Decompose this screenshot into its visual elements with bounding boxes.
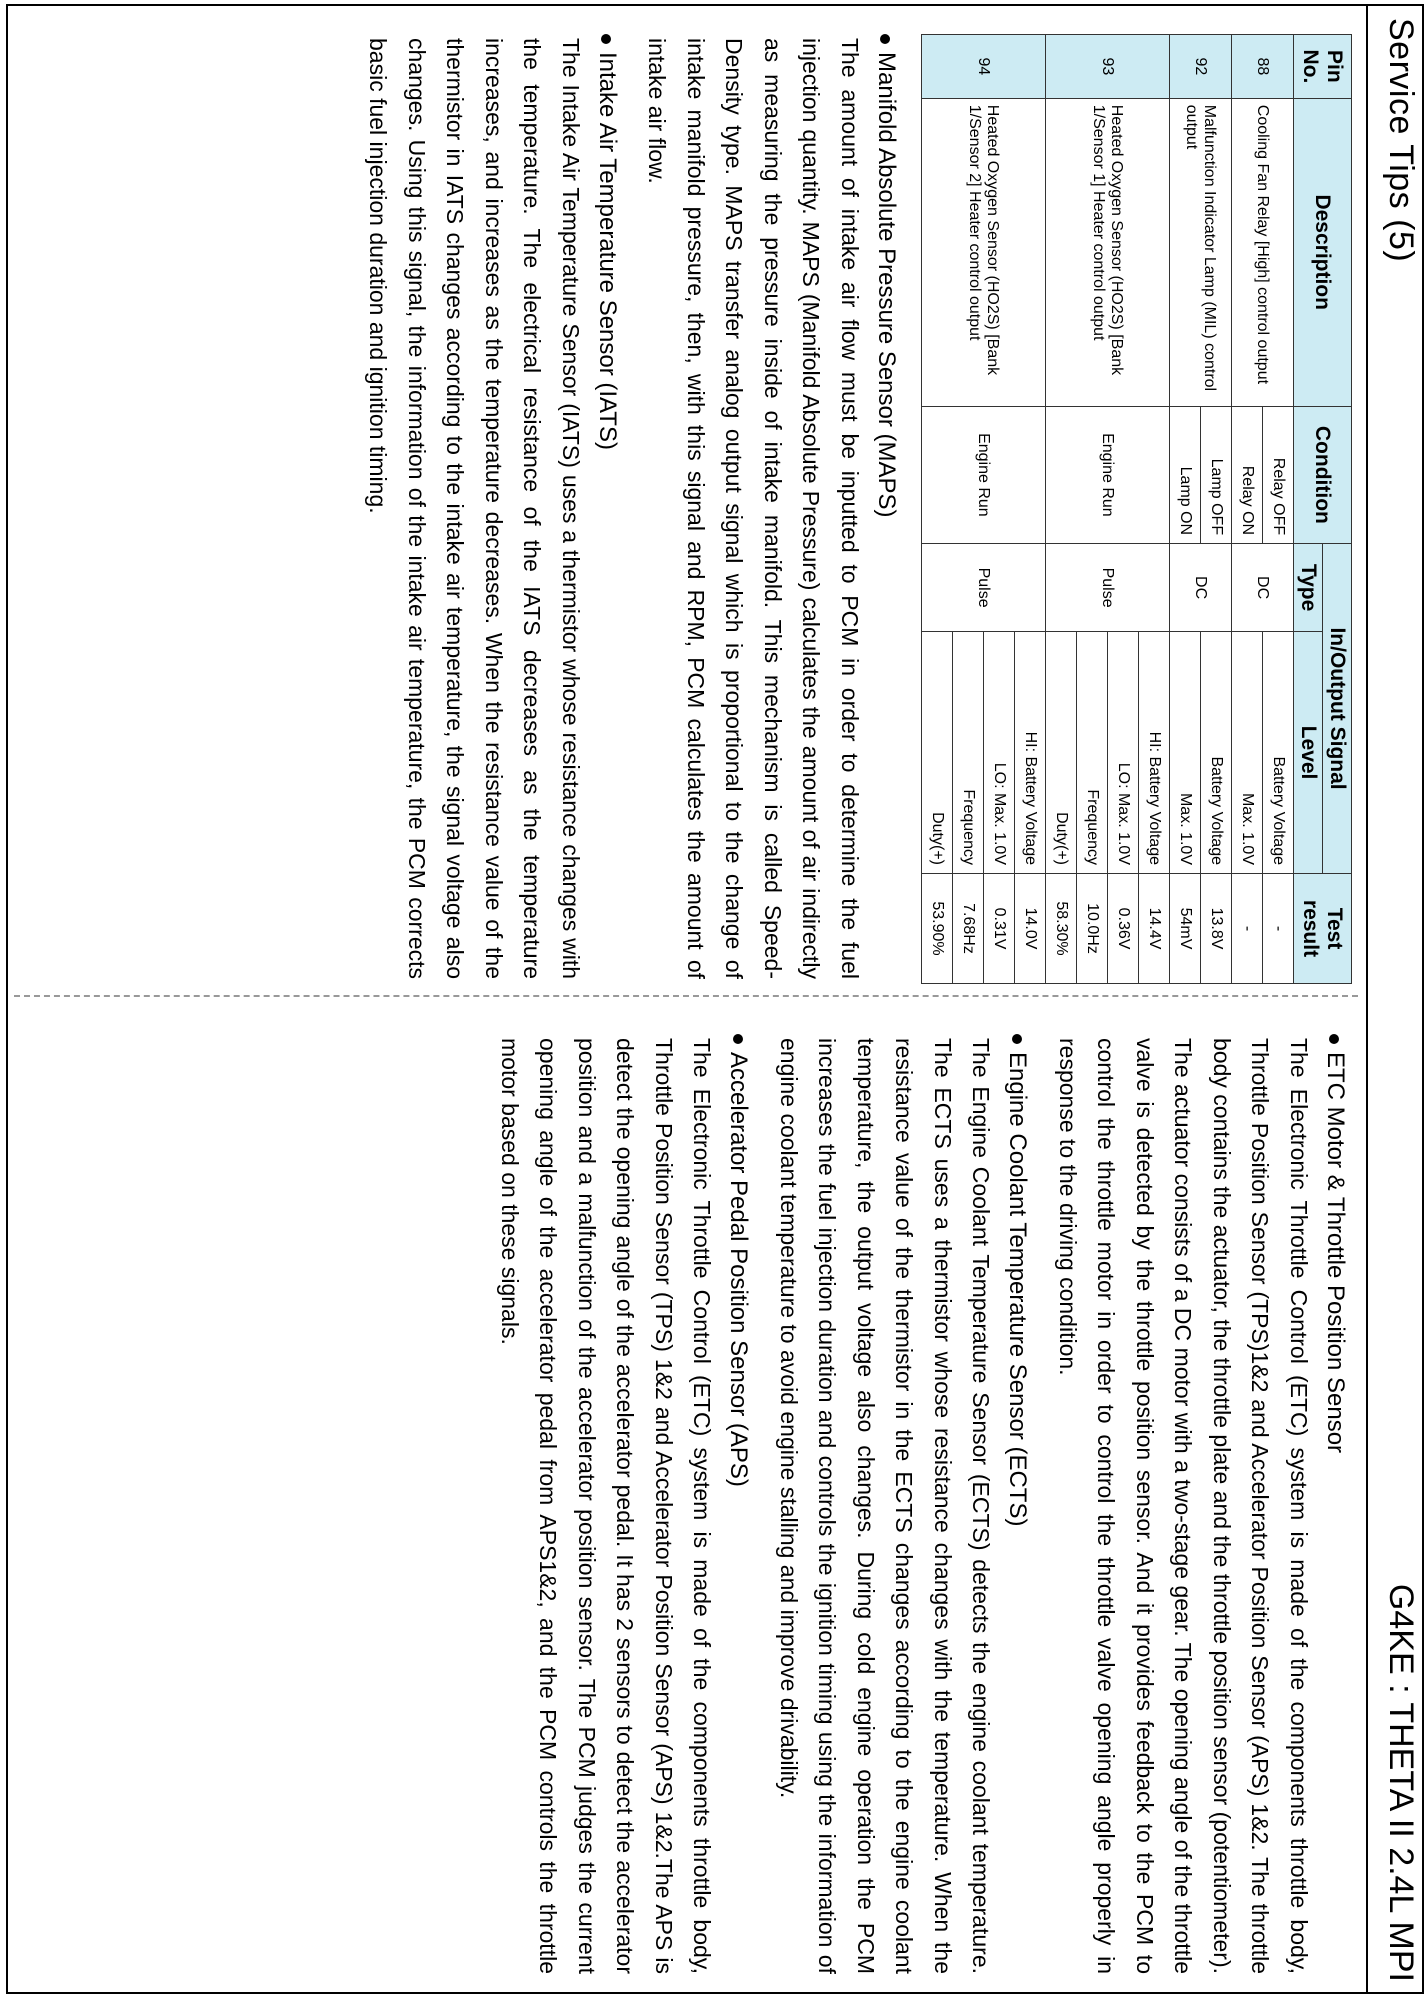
header-divider — [1366, 4, 1368, 1994]
condition-cell: Relay OFF — [1263, 406, 1294, 543]
pin-number: 94 — [922, 35, 1046, 99]
test-result: 10.0Hz — [1077, 874, 1108, 984]
test-result: 58.30% — [1046, 874, 1077, 984]
aps-paragraph: The Electronic Throttle Control (ETC) system is made of the components throttle body, Throttle Position Sensor (TPS) 1&2 and Accelerator Position Sensor (APS) 1&2.The APS is detect the opening angle of the accelerator pedal. It has 2 sensors to detect the accelerator position and a malfunction of the accelerator position sensor. The PCM judges the current opening angle of the accelerator pedal from APS1&2, and the PCM controls the throttle motor based on these signals. — [497, 1038, 716, 1974]
column-divider — [14, 995, 1358, 997]
pin-description: Malfunction Indicator Lamp (MIL) control output — [1170, 98, 1232, 406]
test-result: 7.68Hz — [953, 874, 984, 984]
test-result: 53.90% — [922, 874, 953, 984]
iats-title: Intake Air Temperature Sensor (IATS) — [594, 52, 621, 450]
test-result: - — [1263, 874, 1294, 984]
table-row — [1015, 35, 1046, 984]
signal-type: DC — [1170, 544, 1232, 632]
ects-heading — [1001, 1034, 1035, 1974]
test-result: - — [1232, 874, 1263, 984]
signal-level: Duty(+) — [922, 632, 953, 874]
condition-cell: Relay ON — [1232, 406, 1263, 543]
maps-section — [638, 34, 903, 979]
iats-section — [359, 34, 624, 979]
signal-type: Pulse — [1046, 544, 1170, 632]
etc-section — [1049, 1034, 1353, 1974]
condition-cell: Engine Run — [922, 406, 1046, 543]
pin-number: 92 — [1170, 35, 1232, 99]
signal-level: HI: Battery Voltage — [1139, 632, 1170, 874]
test-result: 14.4V — [1139, 874, 1170, 984]
engine-model-label: G4KE : THETA II 2.4L MPI — [1382, 1583, 1420, 1982]
signal-level: Max. 1.0V — [1232, 632, 1263, 874]
test-result: 0.36V — [1108, 874, 1139, 984]
signal-level: Battery Voltage — [1201, 632, 1232, 874]
aps-section — [491, 1034, 756, 1974]
bullet-icon — [733, 1034, 743, 1044]
signal-level: Battery Voltage — [1263, 632, 1294, 874]
signal-level: LO: Max. 1.0V — [984, 632, 1015, 874]
right-column — [477, 1034, 1353, 1974]
pin-description: Heated Oxygen Sensor (HO2S) [Bank 1/Sensor 2] Heater control output — [922, 98, 1046, 406]
test-result: 13.8V — [1201, 874, 1232, 984]
etc-heading — [1318, 1034, 1352, 1974]
col-header-test-result: Test result — [1294, 874, 1352, 984]
col-header-condition: Condition — [1294, 406, 1352, 543]
table-row — [1201, 35, 1232, 984]
ects-title: Engine Coolant Temperature Sensor (ECTS) — [1004, 1052, 1032, 1527]
pin-signal-table — [921, 34, 1352, 984]
condition-cell: Engine Run — [1046, 406, 1170, 543]
pin-number: 93 — [1046, 35, 1170, 99]
aps-title: Accelerator Pedal Position Sensor (APS) — [725, 1052, 753, 1487]
bullet-icon — [1329, 1034, 1339, 1044]
iats-paragraph: The Intake Air Temperature Sensor (IATS) uses a thermistor whose resistance changes with the temperature. The electrical resistance of the IATS decreases as the temperature increases, and increases as the temperature decreases. When the resistance value of the thermistor in IATS changes according to the intake air temperature, the signal voltage also changes. Using this signal, the information of the intake air temperature, the PCM corrects basic fuel injection duration and ignition timing. — [365, 38, 584, 979]
ects-paragraph: The Engine Coolant Temperature Sensor (ECTS) detects the engine coolant temperature. The ECTS uses a thermistor whose resistance changes with the temperature. When the resistance value of the thermistor in the ECTS changes according to the engine coolant temperature, the output voltage also changes. During cold engine operation the PCM increases the fuel injection duration and controls the ignition timing using the information of engine coolant temperature to avoid engine stalling and improve drivability. — [776, 1038, 995, 1974]
pin-description: Cooling Fan Relay [High] control output — [1232, 98, 1294, 406]
maps-title: Manifold Absolute Pressure Sensor (MAPS) — [873, 52, 900, 518]
col-header-level: Level — [1294, 632, 1323, 874]
table-header-row — [1323, 35, 1352, 984]
iats-heading — [590, 34, 624, 979]
aps-heading — [722, 1034, 756, 1974]
signal-level: HI: Battery Voltage — [1015, 632, 1046, 874]
col-header-io-signal: In/Output Signal — [1323, 544, 1352, 874]
signal-level: Max. 1.0V — [1170, 632, 1201, 874]
maps-paragraph: The amount of intake air flow must be inputted to PCM in order to determine the fuel injection quantity. MAPS (Manifold Absolute Pressure) calculates the amount of air indirectly as measuring the pressure inside of intake manifold. This mechanism is called Speed-Density type. MAPS transfer analog output signal which is proportional to the change of intake manifold pressure, then, with this signal and RPM, PCM calculates the amount of intake air flow. — [644, 38, 863, 979]
signal-type: DC — [1232, 544, 1294, 632]
signal-level: Duty(+) — [1046, 632, 1077, 874]
test-result: 0.31V — [984, 874, 1015, 984]
left-column — [345, 34, 1352, 979]
col-header-description: Description — [1294, 98, 1352, 406]
etc-paragraph: The Electronic Throttle Control (ETC) system is made of the components throttle body, Throttle Position Sensor (TPS)1&2 and Accelerator Position Sensor (APS) 1&2. The throttle body contains the actuator, the throttle plate and the throttle position sensor (potentiometer). The actuator consists of a DC motor with a two-stage gear. The opening angle of the throttle valve is detected by the throttle position sensor. And it provides feedback to the PCM to control the throttle motor in order to control the throttle valve opening angle properly in response to the driving condition. — [1055, 1038, 1312, 1974]
pin-number: 88 — [1232, 35, 1294, 99]
condition-cell: Lamp OFF — [1201, 406, 1232, 543]
col-header-type: Type — [1294, 544, 1323, 632]
signal-level: LO: Max. 1.0V — [1108, 632, 1139, 874]
test-result: 14.0V — [1015, 874, 1046, 984]
bullet-icon — [601, 34, 611, 44]
maps-heading — [869, 34, 903, 979]
pin-description: Heated Oxygen Sensor (HO2S) [Bank 1/Sensor 1] Heater control output — [1046, 98, 1170, 406]
ects-section — [770, 1034, 1035, 1974]
page-title: Service Tips (5) — [1382, 18, 1420, 263]
col-header-pin: Pin No. — [1294, 35, 1352, 99]
condition-cell: Lamp ON — [1170, 406, 1201, 543]
table-row — [1263, 35, 1294, 984]
signal-type: Pulse — [922, 544, 1046, 632]
bullet-icon — [880, 34, 890, 44]
signal-level: Frequency — [1077, 632, 1108, 874]
table-row — [1139, 35, 1170, 984]
bullet-icon — [1012, 1034, 1022, 1044]
signal-level: Frequency — [953, 632, 984, 874]
etc-title: ETC Motor & Throttle Position Sensor — [1322, 1052, 1349, 1454]
test-result: 54mV — [1170, 874, 1201, 984]
